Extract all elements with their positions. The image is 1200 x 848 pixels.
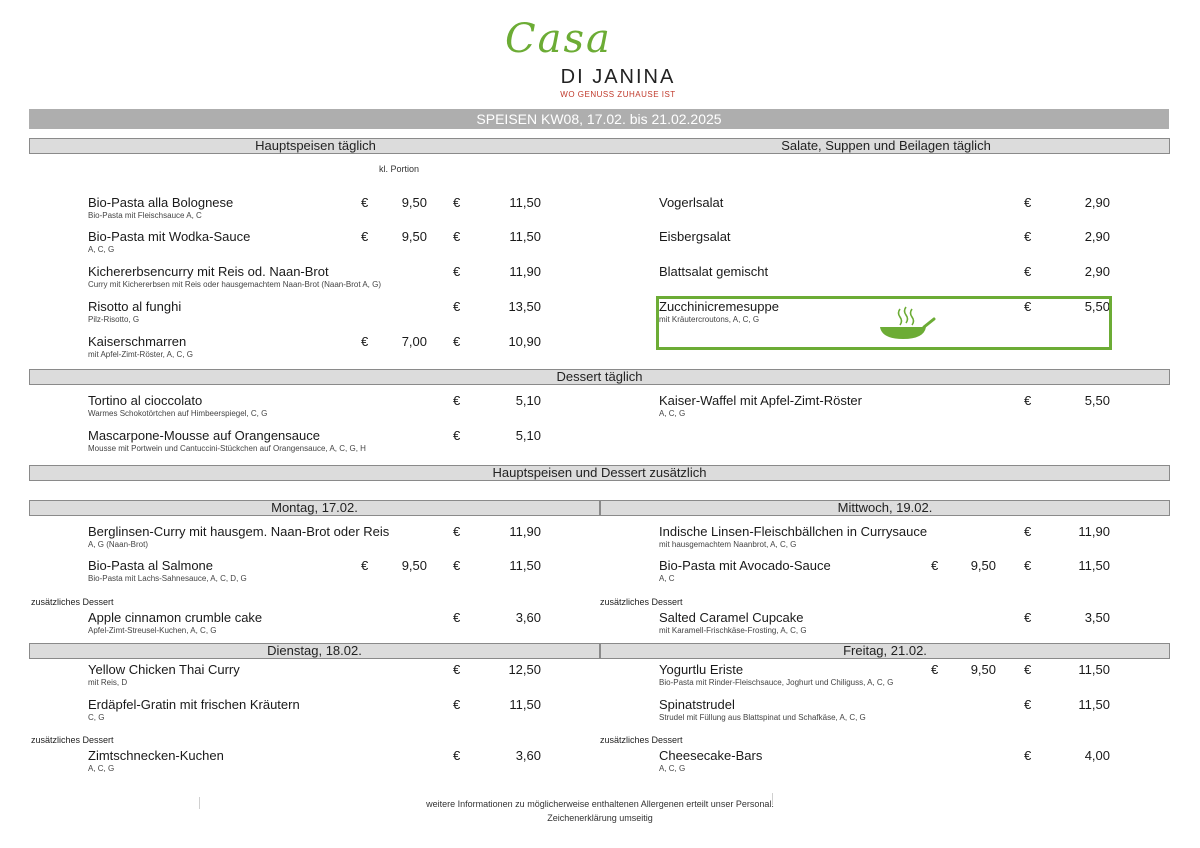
item-price: 3,50 — [1084, 610, 1110, 625]
menu-item — [88, 662, 548, 696]
item-desc: A, G (Naan-Brot) — [88, 540, 149, 549]
item-price: 11,50 — [1078, 558, 1110, 573]
item-name: Yogurtlu Eriste — [659, 662, 744, 677]
currency: € — [1024, 610, 1032, 625]
item-name: Tortino al cioccolato — [88, 393, 203, 408]
item-small-price: 9,50 — [401, 229, 427, 244]
item-name: Blattsalat gemischt — [659, 264, 769, 279]
menu-item — [88, 229, 548, 263]
item-desc: mit hausgemachtem Naanbrot, A, C, G — [659, 540, 797, 549]
currency: € — [931, 662, 939, 677]
item-price: 11,50 — [509, 229, 541, 244]
currency: € — [361, 229, 369, 244]
item-desc: Bio-Pasta mit Rinder-Fleischsauce, Joghurt und Chiliguss, A, C, G — [659, 678, 894, 687]
section-main-daily: Hauptspeisen täglich — [255, 138, 376, 153]
item-price: 5,10 — [515, 428, 541, 443]
logo-script: Casa — [505, 16, 612, 62]
currency: € — [453, 662, 461, 677]
menu-item — [88, 697, 548, 731]
menu-item — [659, 229, 1111, 263]
item-desc: mit Reis, D — [88, 678, 128, 687]
day-bar-tuesday: Dienstag, 18.02. — [29, 643, 600, 659]
item-price: 11,90 — [509, 264, 541, 279]
item-price: 5,10 — [515, 393, 541, 408]
item-price: 2,90 — [1084, 195, 1110, 210]
item-price: 10,90 — [508, 334, 541, 349]
section-salads-daily: Salate, Suppen und Beilagen täglich — [781, 138, 991, 153]
item-desc: A, C, G — [659, 409, 686, 418]
day-bar-monday: Montag, 17.02. — [29, 500, 600, 516]
menu-item — [88, 393, 548, 427]
item-name: Kaiser-Waffel mit Apfel-Zimt-Röster — [659, 393, 862, 408]
item-name: Zimtschnecken-Kuchen — [88, 748, 224, 763]
logo-tagline: WO GENUSS ZUHAUSE IST — [560, 90, 676, 99]
extra-dessert-label: zusätzliches Dessert — [600, 597, 683, 607]
item-desc: mit Karamell-Frischkäse-Frosting, A, C, G — [659, 626, 807, 635]
currency: € — [931, 558, 939, 573]
menu-item — [88, 558, 548, 592]
item-name: Bio-Pasta alla Bolognese — [88, 195, 234, 210]
item-price: 11,50 — [509, 195, 541, 210]
currency: € — [361, 558, 369, 573]
item-small-price: 7,00 — [401, 334, 427, 349]
item-desc: A, C, G — [88, 245, 115, 254]
item-price: 3,60 — [515, 748, 541, 763]
extra-dessert-label: zusätzliches Dessert — [31, 735, 114, 745]
item-price: 11,50 — [509, 558, 541, 573]
currency: € — [453, 299, 461, 314]
currency: € — [453, 393, 461, 408]
currency: € — [1024, 393, 1032, 408]
currency: € — [453, 195, 461, 210]
item-name: Indische Linsen-Fleischbällchen in Currysauce — [659, 524, 928, 539]
item-desc: Warmes Schokotörtchen auf Himbeerspiegel, C, G — [88, 409, 268, 418]
currency: € — [1024, 662, 1032, 677]
day-bar-wednesday: Mittwoch, 19.02. — [600, 500, 1170, 516]
item-price: 5,50 — [1084, 299, 1110, 314]
menu-item — [659, 697, 1111, 731]
menu-item — [659, 264, 1111, 298]
currency: € — [453, 610, 461, 625]
currency: € — [453, 558, 461, 573]
item-desc: Apfel-Zimt-Streusel-Kuchen, A, C, G — [88, 626, 217, 635]
item-name: Cheesecake-Bars — [659, 748, 763, 763]
item-desc: A, C — [659, 574, 675, 583]
item-name: Yellow Chicken Thai Curry — [88, 662, 240, 677]
item-desc: A, C, G — [659, 764, 686, 773]
item-name: Mascarpone-Mousse auf Orangensauce — [88, 428, 320, 443]
item-name: Eisbergsalat — [659, 229, 731, 244]
currency: € — [1024, 264, 1032, 279]
item-desc: A, C, G — [88, 764, 115, 773]
section-dessert-daily: Dessert täglich — [29, 369, 1170, 385]
currency: € — [453, 334, 461, 349]
item-name: Salted Caramel Cupcake — [659, 610, 804, 625]
currency: € — [1024, 299, 1032, 314]
menu-item — [659, 558, 1111, 592]
currency: € — [1024, 748, 1032, 763]
menu-item — [659, 662, 1111, 696]
menu-item — [659, 524, 1111, 558]
item-desc: Bio-Pasta mit Fleischsauce A, C — [88, 211, 202, 220]
menu-item — [88, 264, 548, 298]
item-name: Spinatstrudel — [659, 697, 735, 712]
extra-dessert-label: zusätzliches Dessert — [600, 735, 683, 745]
section-bar-daily — [29, 138, 1170, 154]
menu-item — [88, 428, 548, 462]
currency: € — [453, 264, 461, 279]
currency: € — [453, 697, 461, 712]
menu-item — [659, 610, 1111, 644]
item-price: 2,90 — [1084, 264, 1110, 279]
item-name: Risotto al funghi — [88, 299, 182, 314]
currency: € — [1024, 195, 1032, 210]
currency: € — [453, 229, 461, 244]
currency: € — [453, 748, 461, 763]
item-desc: Pilz-Risotto, G — [88, 315, 140, 324]
menu-item — [88, 299, 548, 333]
item-price: 2,90 — [1084, 229, 1110, 244]
menu-title: SPEISEN KW08, 17.02. bis 21.02.2025 — [29, 109, 1169, 129]
menu-item — [659, 748, 1111, 782]
menu-item — [88, 748, 548, 782]
item-name: Kaiserschmarren — [88, 334, 187, 349]
item-desc: mit Kräutercroutons, A, C, G — [659, 315, 760, 324]
menu-item — [659, 393, 1111, 427]
item-price: 4,00 — [1084, 748, 1110, 763]
item-price: 11,90 — [1078, 524, 1110, 539]
currency: € — [361, 334, 369, 349]
footer-allergen-note: weitere Informationen zu möglicherweise enthaltenen Allergenen erteilt unser Personal. — [426, 799, 774, 809]
item-price: 11,50 — [1078, 662, 1110, 677]
item-price: 12,50 — [508, 662, 541, 677]
menu-item — [659, 195, 1111, 229]
currency: € — [1024, 524, 1032, 539]
menu-item — [88, 334, 548, 368]
item-desc: mit Apfel-Zimt-Röster, A, C, G — [88, 350, 193, 359]
item-desc: Mousse mit Portwein und Cantuccini-Stückchen auf Orangensauce, A, C, G, H — [88, 444, 366, 453]
currency: € — [453, 428, 461, 443]
footer-legend-note: Zeichenerklärung umseitig — [547, 813, 653, 823]
currency: € — [361, 195, 369, 210]
currency: € — [1024, 229, 1032, 244]
item-price: 11,50 — [509, 697, 541, 712]
logo-name: DI JANINA — [560, 66, 676, 88]
item-name: Berglinsen-Curry mit hausgem. Naan-Brot oder Reis — [88, 524, 390, 539]
item-name: Bio-Pasta mit Avocado-Sauce — [659, 558, 831, 573]
item-price: 13,50 — [508, 299, 541, 314]
item-desc: Curry mit Kichererbsen mit Reis oder hausgemachtem Naan-Brot (Naan-Brot A, G) — [88, 280, 381, 289]
item-desc: Bio-Pasta mit Lachs-Sahnesauce, A, C, D, G — [88, 574, 247, 583]
item-name: Vogerlsalat — [659, 195, 724, 210]
small-portion-label: kl. Portion — [379, 164, 420, 174]
currency: € — [1024, 558, 1032, 573]
item-name: Bio-Pasta mit Wodka-Sauce — [88, 229, 251, 244]
item-name: Zucchinicremesuppe — [659, 299, 779, 314]
footer-divider — [199, 797, 200, 809]
item-small-price: 9,50 — [401, 195, 427, 210]
currency: € — [453, 524, 461, 539]
item-price: 5,50 — [1084, 393, 1110, 408]
item-small-price: 9,50 — [970, 662, 996, 677]
currency: € — [1024, 697, 1032, 712]
section-additional: Hauptspeisen und Dessert zusätzlich — [29, 465, 1170, 481]
menu-item — [88, 195, 548, 229]
item-price: 11,90 — [509, 524, 541, 539]
item-small-price: 9,50 — [401, 558, 427, 573]
item-small-price: 9,50 — [970, 558, 996, 573]
day-bar-friday: Freitag, 21.02. — [600, 643, 1170, 659]
soup-pan-icon — [878, 305, 936, 341]
extra-dessert-label: zusätzliches Dessert — [31, 597, 114, 607]
item-desc: C, G — [88, 713, 105, 722]
item-desc: Strudel mit Füllung aus Blattspinat und Schafkäse, A, C, G — [659, 713, 866, 722]
item-price: 3,60 — [515, 610, 541, 625]
item-price: 11,50 — [1078, 697, 1110, 712]
item-name: Bio-Pasta al Salmone — [88, 558, 214, 573]
item-name: Apple cinnamon crumble cake — [88, 610, 263, 625]
menu-item — [88, 610, 548, 644]
item-name: Kichererbsencurry mit Reis od. Naan-Brot — [88, 264, 329, 279]
menu-item — [88, 524, 548, 558]
item-name: Erdäpfel-Gratin mit frischen Kräutern — [88, 697, 300, 712]
